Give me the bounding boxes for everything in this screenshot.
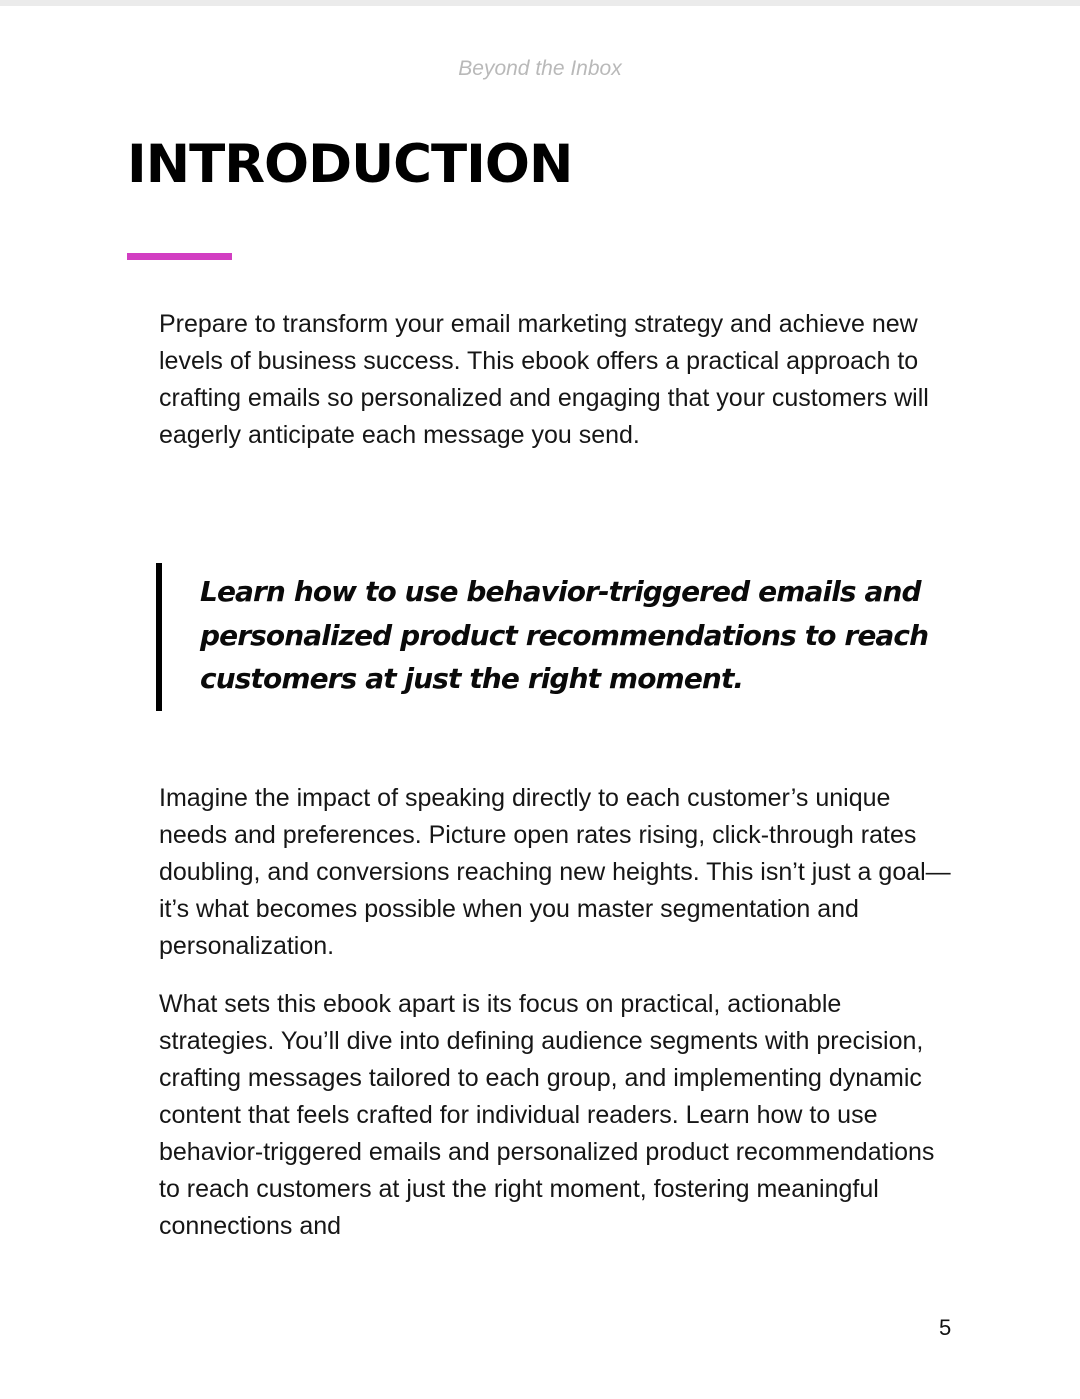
running-header: Beyond the Inbox: [458, 57, 622, 80]
intro-paragraph-3: What sets this ebook apart is its focus on practical, actionable strategies. You’ll dive into defining audience segments with precision, crafting messages tailored to each group, and implementing dynamic content that feels crafted for individual readers. Learn how to use behavior-triggered emails and personalized product recommendations to reach customers at just the right moment, fostering meaningful connections and: [159, 990, 935, 1240]
page-number: 5: [939, 1315, 952, 1340]
pull-quote-bar: [156, 563, 162, 711]
pull-quote: Learn how to use behavior-triggered emails and personalized product recommendations to reach customers at just the right moment.: [200, 575, 929, 695]
page-title: INTRODUCTION: [127, 134, 573, 195]
accent-rule: [127, 253, 232, 260]
intro-paragraph-2: Imagine the impact of speaking directly to each customer’s unique needs and preferences. Picture open rates rising, click-through rates doubling, and conversions reaching new heights. This isn’t just a goal—it’s what becomes possible when you master segmentation and personalization.: [159, 784, 951, 960]
intro-paragraph-1: Prepare to transform your email marketing strategy and achieve new levels of business success. This ebook offers a practical approach to crafting emails so personalized and engaging that your customers will eagerly anticipate each message you send.: [159, 310, 929, 449]
top-border: [0, 0, 1080, 6]
